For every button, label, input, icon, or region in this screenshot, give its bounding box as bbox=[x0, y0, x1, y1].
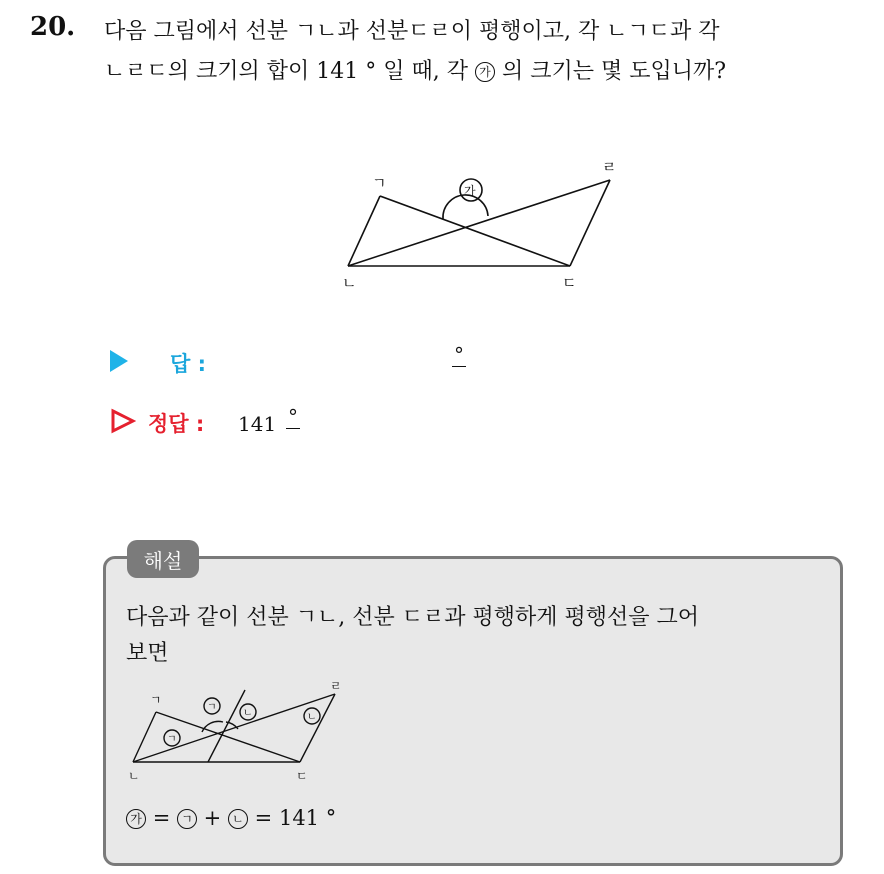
vertex-r-label: ㄹ bbox=[602, 158, 617, 176]
figure-main bbox=[330, 150, 660, 300]
formula-equals-2: = bbox=[254, 806, 273, 830]
segment-gn bbox=[348, 196, 380, 266]
correct-triangle-icon bbox=[110, 408, 136, 434]
answer-unit: ° bbox=[454, 343, 464, 367]
correct-answer-unit: ° bbox=[288, 405, 298, 429]
explanation-formula bbox=[126, 806, 336, 830]
exp-angle-b-label-corner: ㄴ bbox=[307, 712, 317, 723]
formula-a-mark: ㄱ bbox=[177, 809, 197, 829]
vertex-g-label: ㄱ bbox=[372, 174, 387, 192]
explanation-tab: 해설 bbox=[127, 540, 199, 578]
exp-vertex-g-label: ㄱ bbox=[150, 693, 162, 707]
question-number: 20. bbox=[30, 12, 76, 42]
explanation-text-line1: 다음과 같이 선분 ㄱㄴ, 선분 ㄷㄹ과 평행하게 평행선을 그어 bbox=[126, 605, 699, 630]
exp-vertex-d-label: ㄷ bbox=[296, 769, 308, 783]
exp-segment-gn bbox=[133, 712, 156, 762]
formula-plus: + bbox=[203, 806, 222, 830]
angle-ga-mark: 가 bbox=[475, 62, 495, 82]
angle-ga-arc bbox=[443, 195, 488, 219]
formula-equals-1: = bbox=[152, 806, 171, 830]
formula-b-mark: ㄴ bbox=[228, 809, 248, 829]
exp-arc-1 bbox=[202, 721, 223, 732]
answer-triangle-icon bbox=[110, 350, 128, 372]
segment-gd bbox=[380, 196, 570, 266]
exp-angle-a-label-top: ㄱ bbox=[207, 702, 217, 713]
segment-nr bbox=[348, 180, 610, 266]
angle-ga-label: 가 bbox=[464, 184, 476, 198]
figure-explanation bbox=[120, 676, 370, 788]
question-text-line2-pre: ㄴㄹㄷ의 크기의 합이 141 ° 일 때, 각 bbox=[104, 59, 468, 84]
question-text-line2 bbox=[104, 54, 726, 85]
vertex-d-label: ㄷ bbox=[562, 274, 577, 292]
formula-value: 141 ° bbox=[278, 806, 337, 830]
exp-vertex-r-label: ㄹ bbox=[330, 679, 342, 693]
exp-angle-a-label-corner: ㄱ bbox=[167, 734, 177, 745]
exp-segment-gd bbox=[156, 712, 300, 762]
exp-vertex-n-label: ㄴ bbox=[128, 769, 140, 783]
vertex-n-label: ㄴ bbox=[342, 274, 357, 292]
question-text-line1: 다음 그림에서 선분 ㄱㄴ과 선분ㄷㄹ이 평행이고, 각 ㄴㄱㄷ과 각 bbox=[104, 19, 720, 44]
question-text-line2-post: 의 크기는 몇 도입니까? bbox=[501, 59, 727, 84]
answer-label: 답 : bbox=[170, 352, 206, 376]
explanation-text-line2: 보면 bbox=[126, 641, 169, 666]
segment-dr bbox=[570, 180, 610, 266]
correct-answer-value: 141 bbox=[238, 412, 277, 436]
exp-angle-b-label-top: ㄴ bbox=[243, 708, 253, 719]
formula-ga-mark: 가 bbox=[126, 809, 146, 829]
answer-row bbox=[110, 343, 464, 376]
correct-answer-label: 정답 : bbox=[148, 412, 205, 436]
